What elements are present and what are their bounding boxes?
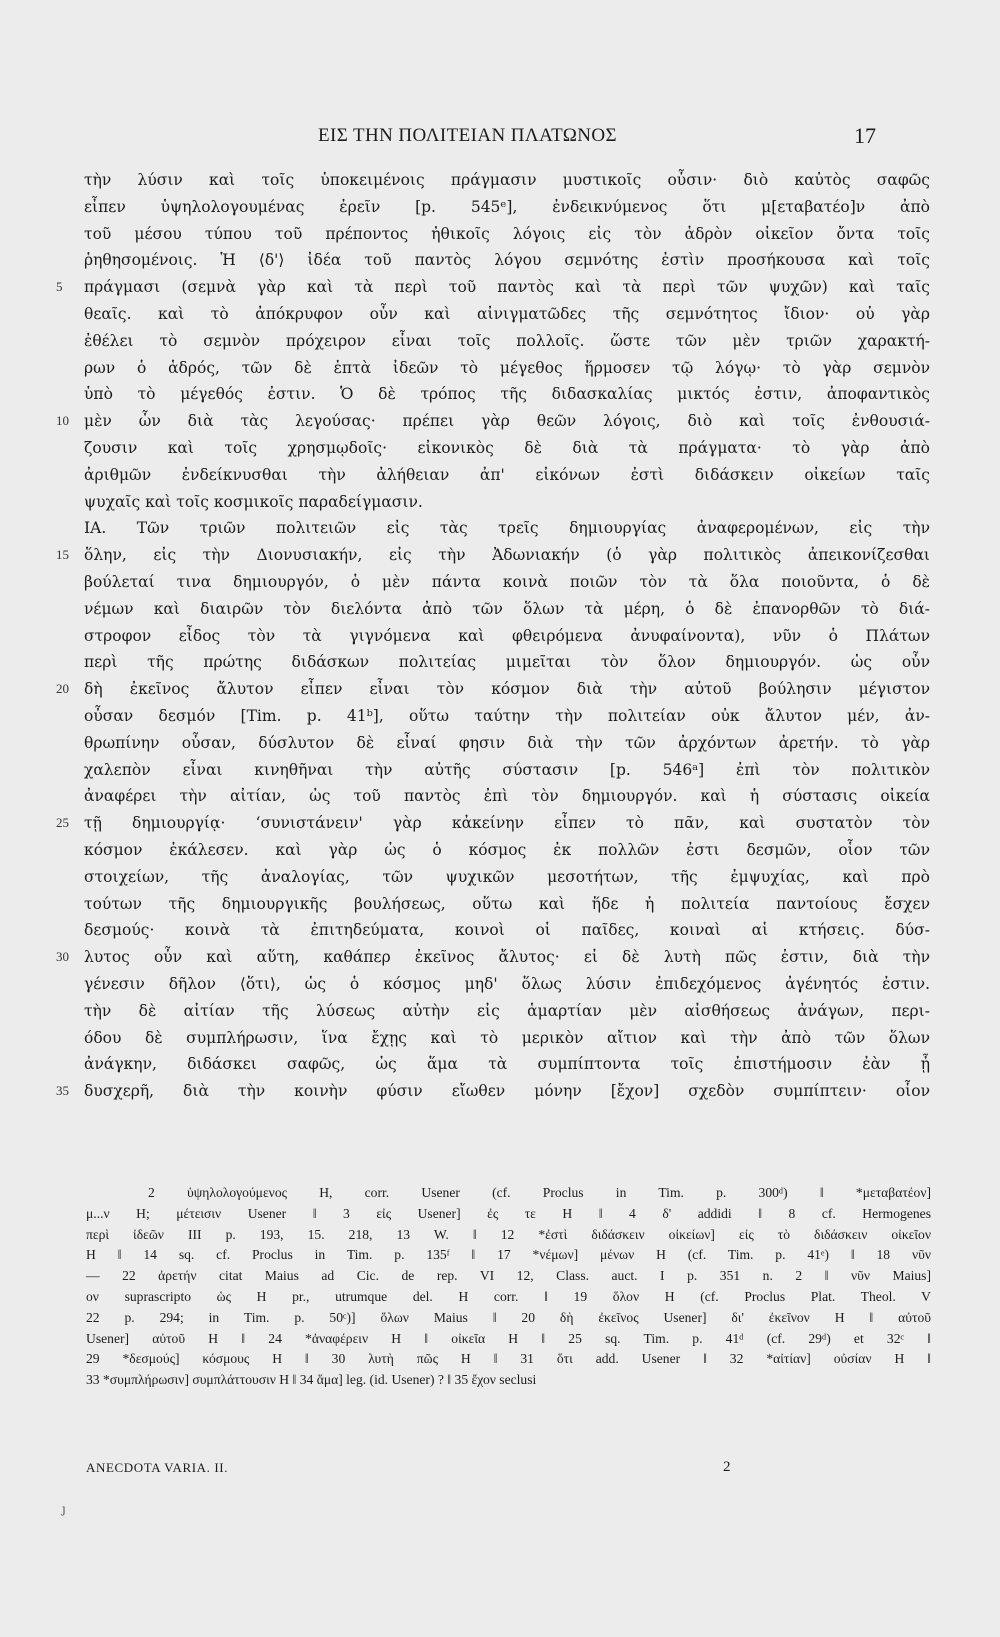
text-line bbox=[66, 328, 930, 355]
text-line bbox=[56, 676, 930, 703]
line-text: όδου δὲ συμπλήρωσιν, ἵνα ἔχῃς καὶ τὸ μερικὸν αἴτιον καὶ τὴν ἀπὸ τῶν ὅλων bbox=[84, 1028, 930, 1047]
text-line bbox=[56, 810, 930, 837]
line-text: νέμων καὶ διαιρῶν τὸν διελόντα ἀπὸ τῶν ὅλων τὰ μέρη, ὁ δὲ ἐπανορθῶν τὸ διά- bbox=[84, 599, 930, 618]
line-text: γένεσιν δῆλον ⟨ὅτι⟩, ὡς ὁ κόσμος μηδ' ὅλως λύσιν ἐπιδεχόμενος ἀγένητός ἐστιν. bbox=[84, 974, 930, 993]
line-text: εἶπεν ὑψηλολογουμένας ἐρεῖν [p. 545ᵉ], ἐνδεικνύμενος ὅτι μ[εταβατέο]ν ἀπὸ bbox=[84, 197, 930, 216]
line-text: ὑπὸ τὸ μέγεθός ἐστιν. Ὁ δὲ τρόπος τῆς διδασκαλίας μικτός ἐστιν, ἀποφαντικὸς bbox=[84, 385, 930, 404]
footnote-line: Usener] αὐτοῦ H ‖ 24 *ἀναφέρειν H ‖ οἰκεῖα H ‖ 25 sq. Tim. p. 41ᵈ (cf. 29ᵈ) et 32ᶜ ‖ bbox=[86, 1330, 931, 1346]
line-number: 5 bbox=[56, 279, 63, 295]
page-number: 17 bbox=[854, 123, 876, 148]
text-line bbox=[66, 623, 930, 650]
line-number: 20 bbox=[56, 681, 69, 697]
line-text: τούτων τῆς δημιουργικῆς βουλήσεως, οὕτω καὶ ἥδε ἡ πολιτεία παντοίους ἔσχεν bbox=[84, 894, 930, 913]
signature-line bbox=[86, 1460, 931, 1482]
line-text: θρωπίνην οὖσαν, δύσλυτον δὲ εἶναί φησιν διὰ τὴν τῶν ἀρχόντων ἀρετήν. τὸ γὰρ bbox=[84, 733, 930, 752]
line-text: ΙΑ. Τῶν τριῶν πολιτειῶν εἰς τὰς τρεῖς δημιουργίας ἀναφερομένων, εἰς τὴν bbox=[84, 519, 930, 538]
line-text: τῇ δημιουργίᾳ· ʻσυνιστάνειν' γὰρ κἀκείνην εἶπεν τὸ πᾶν, καὶ συστατὸν τὸν bbox=[84, 814, 930, 833]
text-line bbox=[66, 489, 930, 516]
line-text: τὴν δὲ αἰτίαν τῆς λύσεως αὐτὴν εἰς ἁμαρτίαν μὲν αἰσθήσεως ἀνάγων, περι- bbox=[84, 1001, 930, 1020]
text-line bbox=[66, 247, 930, 274]
line-text: ρων ὁ ἁδρός, τῶν δὲ ἑπτὰ ἰδεῶν τὸ μέγεθος ἥρμοσεν τῷ λόγῳ· τὸ γὰρ σεμνὸν bbox=[84, 358, 930, 377]
line-text: στροφον εἶδος τὸν τὰ γιγνόμενα καὶ φθειρόμενα ἀνυφαίνοντα), νῦν ὁ Πλάτων bbox=[84, 626, 930, 645]
line-text: θεαῖς. καὶ τὸ ἀπόκρυφον οὖν καὶ αἰνιγματῶδες τῆς σεμνότητος ἴδιον· οὐ γὰρ bbox=[84, 304, 930, 323]
text-line bbox=[66, 381, 930, 408]
text-line bbox=[66, 783, 930, 810]
main-text bbox=[56, 167, 930, 1105]
line-text: στοιχείων, τῆς ἀναλογίας, τῶν ψυχικῶν μεσοτήτων, τῆς ἐμψυχίας, καὶ πρὸ bbox=[84, 867, 930, 886]
footnote-line: 22 p. 294; in Tim. p. 50ᶜ)] ὅλων Maius ‖ 20 δὴ ἐκεῖνος Usener] δι' ἐκεῖνον H ‖ αὐτοῦ bbox=[86, 1309, 931, 1325]
line-text: τοῦ μέσου τύπου τοῦ πρέποντος ἠθικοῖς λόγοις εἰς τὸν ἁδρὸν οἰκεῖον ὄντα τοῖς bbox=[84, 224, 930, 243]
line-text: δυσχερῆ, διὰ τὴν κοινὴν φύσιν εἴωθεν μόνην [ἔχον] σχεδὸν συμπίπτειν· οἷον bbox=[84, 1082, 930, 1101]
stray-mark: ȷ bbox=[62, 1502, 66, 1516]
apparatus-criticus bbox=[86, 1183, 931, 1391]
footnote-line: μ...ν H; μέτεισιν Usener ‖ 3 εἰς Usener] ἐς τε H ‖ 4 δ' addidi ‖ 8 cf. Hermogenes bbox=[86, 1205, 931, 1221]
footnote-line: 2 ὑψηλολογούμενος H, corr. Usener (cf. Proclus in Tim. p. 300ᵈ) ‖ *μεταβατέον] bbox=[148, 1185, 931, 1200]
signature-mark: ANECDOTA VARIA. II. bbox=[86, 1460, 229, 1475]
text-line bbox=[66, 917, 930, 944]
text-line bbox=[56, 274, 930, 301]
text-line bbox=[56, 1078, 930, 1105]
text-line bbox=[66, 971, 930, 998]
text-line bbox=[56, 408, 930, 435]
line-text: ἀνάγκην, διδάσκει σαφῶς, ὡς ἅμα τὰ συμπίπτοντα τοῖς ἐπιστήμοσιν ἐὰν ᾖ bbox=[84, 1055, 930, 1074]
text-line bbox=[66, 730, 930, 757]
line-number: 30 bbox=[56, 949, 69, 965]
line-text: χαλεπὸν εἶναι κινηθῆναι τὴν αὐτῆς σύστασιν [p. 546ᵃ] ἐπὶ τὸν πολιτικὸν bbox=[84, 760, 930, 779]
text-line bbox=[66, 596, 930, 623]
text-line bbox=[66, 435, 930, 462]
text-line bbox=[56, 944, 930, 971]
line-text: βούλεταί τινα δημιουργόν, ὁ μὲν πάντα κοινὰ ποιῶν τὸν τὰ ὅλα ποιοῦντα, ὁ δὲ bbox=[84, 572, 930, 591]
text-line bbox=[66, 515, 930, 542]
line-text: περὶ τῆς πρώτης διδάσκων πολιτείας μιμεῖται τὸν ὅλον δημιουργόν. ὡς οὖν bbox=[84, 653, 930, 672]
running-title: ΕΙΣ ΤΗΝ ΠΟΛΙΤΕΙΑΝ ΠΛΑΤΩΝΟΣ bbox=[318, 125, 617, 146]
text-line bbox=[66, 891, 930, 918]
line-text: δεσμούς· κοινὰ τὰ ἐπιτηδεύματα, κοινοὶ οἱ παῖδες, κοιναὶ αἱ κτήσεις. δύσ- bbox=[84, 921, 930, 940]
footnote-line: περὶ ἰδεῶν III p. 193, 15. 218, 13 W. ‖ 12 *ἐστὶ διδάσκειν οἰκείων] εἰς τὸ διδάσκειν οἰκεῖον bbox=[86, 1226, 931, 1242]
text-line bbox=[66, 649, 930, 676]
text-line bbox=[66, 864, 930, 891]
text-line bbox=[66, 1051, 930, 1078]
line-number: 35 bbox=[56, 1083, 69, 1099]
footnote-line: H ‖ 14 sq. cf. Proclus in Tim. p. 135ᶠ ‖ 17 *νέμων] μένων H (cf. Tim. p. 41ᵉ) ‖ 18 νῦν bbox=[86, 1247, 931, 1263]
text-line bbox=[66, 998, 930, 1025]
text-line bbox=[66, 194, 930, 221]
text-line bbox=[66, 221, 930, 248]
text-line bbox=[66, 301, 930, 328]
line-text: τὴν λύσιν καὶ τοῖς ὑποκειμένοις πράγμασιν μυστικοῖς οὖσιν· διὸ καὐτὸς σαφῶς bbox=[84, 171, 930, 189]
line-text: οὖσαν δεσμόν [Tim. p. 41ᵇ], οὕτω ταύτην τὴν πολιτείαν οὐκ ἄλυτον μέν, ἀν- bbox=[84, 706, 930, 725]
footnote-line: — 22 ἀρετήν citat Maius ad Cic. de rep. VI 12, Class. auct. I p. 351 n. 2 ‖ νῦν Maius] bbox=[86, 1268, 931, 1284]
text-line bbox=[66, 757, 930, 784]
text-line bbox=[66, 167, 930, 194]
line-text: ἀριθμῶν ἐνδείκνυσθαι τὴν ἀλήθειαν ἀπ' εἰκόνων ἐστὶ διδάσκειν οἰκείων ταῖς bbox=[84, 465, 930, 484]
footnote-line: 29 *δεσμούς] κόσμους H ‖ 30 λυτὴ πῶς H ‖ 31 ὅτι add. Usener ‖ 32 *αἰτίαν] οὐσίαν H ‖ bbox=[86, 1351, 931, 1367]
text-line bbox=[66, 462, 930, 489]
text-line bbox=[66, 1025, 930, 1052]
text-line bbox=[66, 703, 930, 730]
text-line bbox=[66, 569, 930, 596]
line-text: μὲν ὧν διὰ τὰς λεγούσας· πρέπει γὰρ θεῶν λόγοις, διὸ καὶ τοῖς ἐνθουσιά- bbox=[84, 412, 930, 431]
line-number: 25 bbox=[56, 815, 69, 831]
line-text: ῥηθησομένοις. Ἡ ⟨δ'⟩ ἰδέα τοῦ παντὸς λόγου σεμνότης ἐστὶν προσήκουσα καὶ τοῖς bbox=[84, 251, 930, 270]
text-line bbox=[66, 355, 930, 382]
line-text: ἐθέλει τὸ σεμνὸν πρόχειρον εἶναι τοῖς πολλοῖς. ὥστε τῶν μὲν τριῶν χαρακτή- bbox=[84, 331, 930, 350]
running-head bbox=[0, 125, 1000, 165]
text-line bbox=[56, 542, 930, 569]
line-text: ζουσιν καὶ τοῖς χρησμῳδοῖς· εἰκονικὸς δὲ διὰ τὰ πράγματα· τὸ γὰρ ἀπὸ bbox=[84, 438, 930, 457]
text-line bbox=[66, 837, 930, 864]
gathering-number: 2 bbox=[723, 1459, 731, 1475]
line-number: 10 bbox=[56, 413, 69, 429]
line-text: ὅλην, εἰς τὴν Διονυσιακήν, εἰς τὴν Ἀδωνιακήν (ὁ γὰρ πολιτικὸς ἀπεικονίζεσθαι bbox=[84, 546, 930, 565]
line-text: ἀναφέρει τὴν αἰτίαν, ὡς τοῦ παντὸς ἐπὶ τὸν δημιουργόν. καὶ ἡ σύστασις οἰκεία bbox=[84, 787, 930, 806]
line-text: ψυχαῖς καὶ τοῖς κοσμικοῖς παραδείγμασιν. bbox=[84, 492, 423, 511]
line-text: κόσμον ἐκάλεσεν. καὶ γὰρ ὡς ὁ κόσμος ἐκ πολλῶν ἐστι δεσμῶν, οἷον τῶν bbox=[84, 840, 930, 859]
line-number: 15 bbox=[56, 547, 69, 563]
line-text: δὴ ἐκεῖνος ἄλυτον εἶπεν εἶναι τὸν κόσμον διὰ τὴν αὐτοῦ βούλησιν μέγιστον bbox=[84, 680, 930, 699]
line-text: λυτος οὖν καὶ αὕτη, καθάπερ ἐκεῖνος ἄλυτος· εἰ δὲ λυτὴ πῶς ἐστιν, διὰ τὴν bbox=[84, 948, 930, 967]
line-text: πράγμασι (σεμνὰ γὰρ καὶ τὰ περὶ τοῦ παντὸς καὶ τὰ περὶ τῶν ψυχῶν) καὶ ταῖς bbox=[84, 278, 930, 297]
footnote-line: ον suprascripto ὡς H pr., utrumque del. H corr. ‖ 19 ὅλον H (cf. Proclus Plat. Theol. V bbox=[86, 1288, 931, 1304]
footnote-line: 33 *συμπλήρωσιν] συμπλάττουσιν H ‖ 34 ἅμα] leg. (id. Usener) ? ‖ 35 ἔχον seclusi bbox=[86, 1372, 537, 1388]
